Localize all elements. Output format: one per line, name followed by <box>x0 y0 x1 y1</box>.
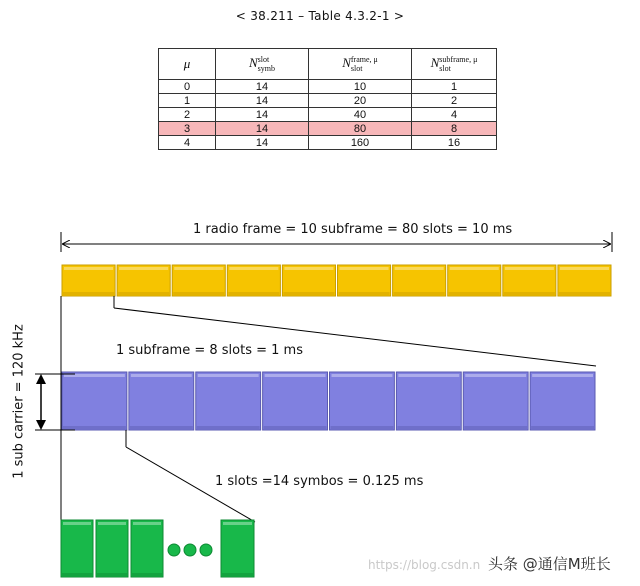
slot-block <box>396 372 461 430</box>
slot-block <box>62 372 127 430</box>
subframe-block <box>448 265 501 296</box>
table-cell: 160 <box>309 136 412 150</box>
slot-block <box>330 372 395 430</box>
subframe-block <box>503 265 556 296</box>
table-cell: 1 <box>412 80 497 94</box>
slot-row <box>62 372 595 430</box>
table-cell: 40 <box>309 108 412 122</box>
subframe-block <box>227 265 280 296</box>
subframe-block <box>393 265 446 296</box>
table-cell: 10 <box>309 80 412 94</box>
table-cell: 4 <box>412 108 497 122</box>
table-cell: 1 <box>159 94 216 108</box>
subframe-block <box>117 265 170 296</box>
slot-block <box>129 372 194 430</box>
slot-label: 1 slots =14 symbos = 0.125 ms <box>215 474 424 489</box>
watermark: https://blog.csdn.n <box>368 558 481 572</box>
table-cell: 14 <box>216 122 309 136</box>
table-cell: 4 <box>159 136 216 150</box>
slot-block <box>196 372 261 430</box>
header-n-slot-subframe: N subframe, μ slot <box>412 49 497 80</box>
slot-block <box>263 372 328 430</box>
radio-frame-label: 1 radio frame = 10 subframe = 80 slots = 10 ms <box>193 222 513 237</box>
table-cell: 3 <box>159 122 216 136</box>
subframe-block <box>62 265 115 296</box>
subframe-block <box>558 265 611 296</box>
subframe-block <box>282 265 335 296</box>
subframe-block <box>338 265 391 296</box>
ellipsis-dot <box>184 544 196 556</box>
subframe-row <box>62 265 611 296</box>
ellipsis-dot <box>168 544 180 556</box>
symbol-row <box>61 520 254 577</box>
table-cell: 2 <box>412 94 497 108</box>
table-cell: 0 <box>159 80 216 94</box>
header-n-symb-slot: N slot symb <box>216 49 309 80</box>
table-cell: 16 <box>412 136 497 150</box>
table-caption: < 38.211 – Table 4.3.2-1 > <box>235 9 405 23</box>
subframe-block <box>172 265 225 296</box>
ellipsis-dot <box>200 544 212 556</box>
table-cell: 80 <box>309 122 412 136</box>
symbol-block <box>131 520 163 577</box>
table-cell: 8 <box>412 122 497 136</box>
slot-block <box>463 372 528 430</box>
subcarrier-label: 1 sub carrier = 120 kHz <box>11 324 27 479</box>
table-cell: 20 <box>309 94 412 108</box>
header-n-slot-frame: N frame, μ slot <box>309 49 412 80</box>
symbol-block <box>96 520 128 577</box>
symbol-block <box>61 520 93 577</box>
table-cell: 14 <box>216 80 309 94</box>
table-cell: 14 <box>216 94 309 108</box>
header-mu: μ <box>159 49 216 80</box>
table-cell: 2 <box>159 108 216 122</box>
brand-signature: 头条 @通信M班长 <box>488 555 611 573</box>
carrier-arrow-head-bottom <box>36 420 46 430</box>
subframe-label: 1 subframe = 8 slots = 1 ms <box>116 343 303 358</box>
table-cell: 14 <box>216 136 309 150</box>
slot-block <box>530 372 595 430</box>
carrier-arrow-head-top <box>36 374 46 384</box>
symbol-block <box>221 520 254 577</box>
table-cell: 14 <box>216 108 309 122</box>
